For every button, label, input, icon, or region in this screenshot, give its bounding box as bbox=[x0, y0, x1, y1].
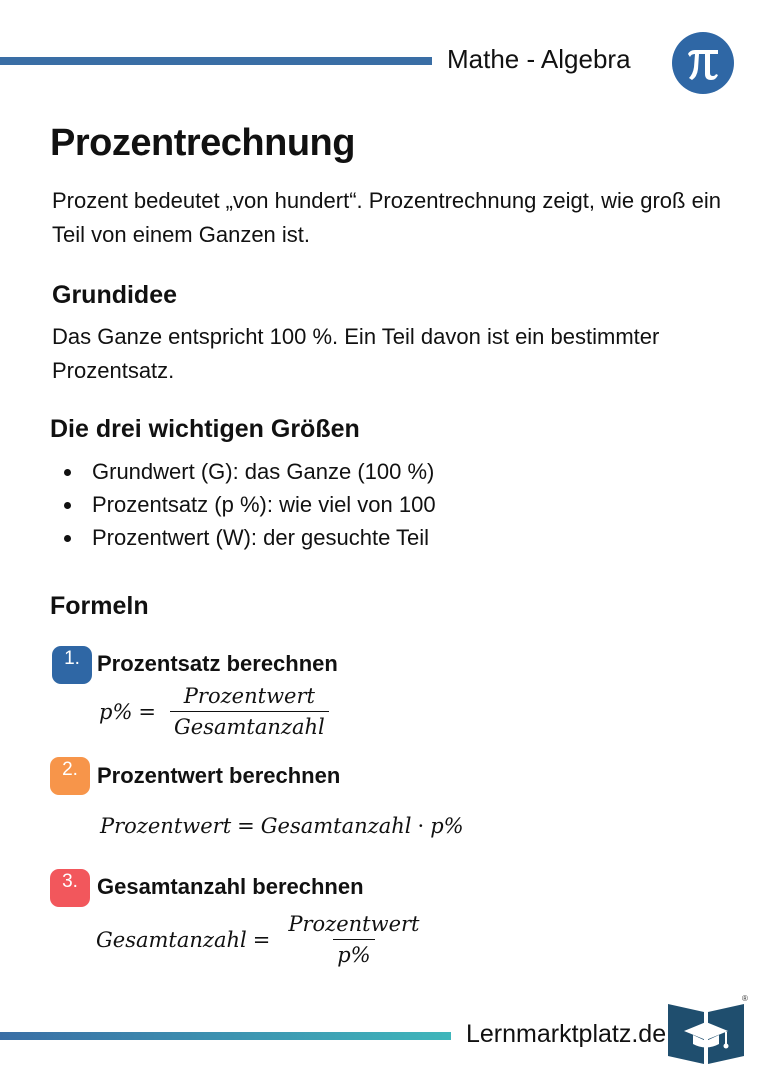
bullet-icon bbox=[64, 502, 71, 509]
footer-rule bbox=[0, 1032, 451, 1040]
formula-1-badge: 1. bbox=[52, 646, 92, 684]
footer-brand: Lernmarktplatz.de bbox=[466, 1020, 667, 1048]
pi-symbol-icon bbox=[683, 43, 723, 83]
bullet-icon bbox=[64, 535, 71, 542]
formula-2-equation: Prozentwert = Gesamtanzahl · p% bbox=[100, 814, 464, 838]
formula-1-label: Prozentsatz berechnen bbox=[97, 651, 338, 676]
formula-1-fraction: $\frac{\text{Prozentwert}}{\text{Gesamtanzahl}}$ bbox=[170, 684, 329, 739]
groessen-list bbox=[52, 455, 436, 554]
formula-3-badge: 3. bbox=[50, 869, 90, 907]
header-rule bbox=[0, 57, 432, 65]
formula-3-fraction: $\frac{\text{Prozentwert}}{p\%}$ bbox=[288, 912, 420, 967]
formula-3-equation: Gesamtanzahl = $\frac{\text{Prozentwert}}{p\%}$ bbox=[96, 912, 424, 967]
bullet-icon bbox=[64, 469, 71, 476]
heading-groessen: Die drei wichtigen Größen bbox=[50, 415, 360, 443]
graduation-book-logo-icon bbox=[666, 1000, 746, 1066]
list-item: Prozentwert (W): der gesuchte Teil bbox=[52, 521, 436, 554]
pi-logo-icon bbox=[672, 32, 734, 94]
heading-formeln: Formeln bbox=[50, 592, 149, 620]
formula-2-badge: 2. bbox=[50, 757, 90, 795]
heading-grundidee: Grundidee bbox=[52, 281, 178, 309]
grundidee-text: Das Ganze entspricht 100 %. Ein Teil davon ist ein bestimmter Prozentsatz. bbox=[52, 324, 660, 383]
formula-2-label: Prozentwert berechnen bbox=[97, 763, 341, 788]
page-title: Prozentrechnung bbox=[50, 122, 355, 164]
list-item: Grundwert (G): das Ganze (100 %) bbox=[52, 455, 436, 488]
list-item: Prozentsatz (p %): wie viel von 100 bbox=[52, 488, 436, 521]
registered-mark: ® bbox=[742, 994, 748, 1003]
header-subject: Mathe - Algebra bbox=[447, 44, 631, 74]
formula-1-equation: p% = $\frac{\text{Prozentwert}}{\text{Gesamtanzahl}}$ bbox=[99, 684, 329, 739]
intro-text: Prozent bedeutet „von hundert“. Prozentrechnung zeigt, wie groß ein Teil von einem Ganzen ist. bbox=[52, 188, 721, 247]
formula-3-label: Gesamtanzahl berechnen bbox=[97, 874, 364, 899]
